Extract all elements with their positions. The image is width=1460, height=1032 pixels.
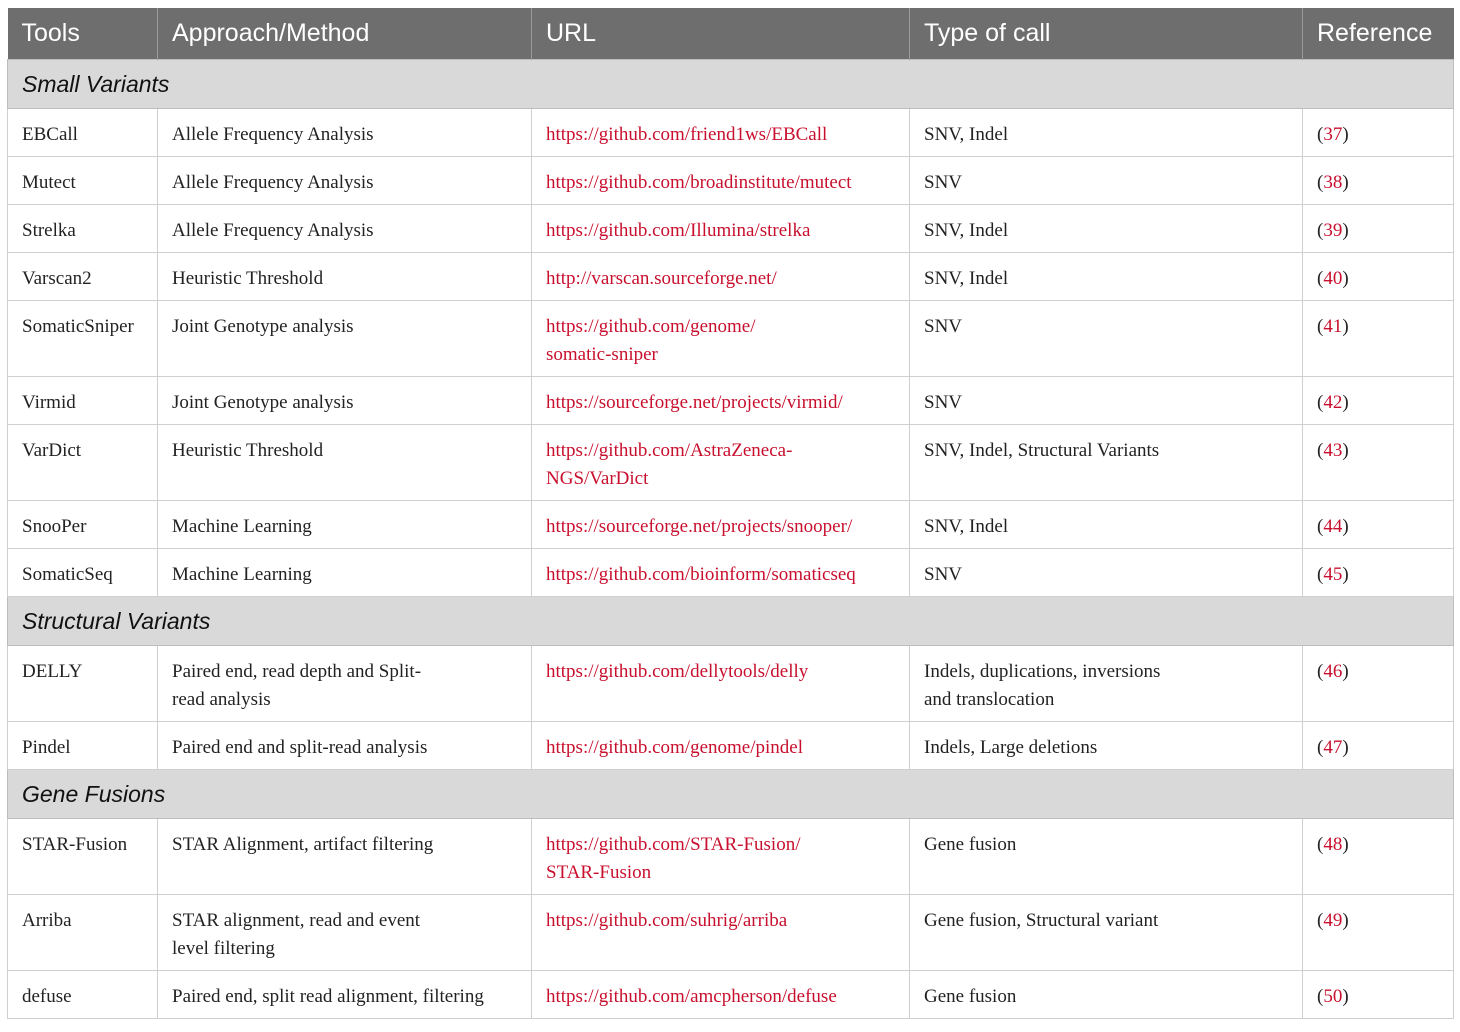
header-row	[8, 8, 1454, 59]
method-cell: Allele Frequency Analysis	[158, 156, 532, 204]
tool-name: Pindel	[8, 721, 158, 769]
paren-close: )	[1342, 833, 1349, 855]
paren-open: (	[1317, 439, 1324, 461]
tool-name: defuse	[8, 970, 158, 1018]
reference-link[interactable]: 38	[1323, 171, 1343, 193]
paren-open: (	[1317, 171, 1324, 193]
section-row	[8, 59, 1454, 108]
paren-open: (	[1317, 736, 1324, 758]
table-row	[8, 300, 1454, 376]
tool-name: SnooPer	[8, 500, 158, 548]
reference-link[interactable]: 39	[1323, 219, 1343, 241]
paren-close: )	[1342, 439, 1349, 461]
header-tools: Tools	[8, 8, 158, 59]
tool-name: SomaticSniper	[8, 300, 158, 376]
reference-cell	[1303, 156, 1454, 204]
call-type-cell: SNV, Indel	[910, 500, 1303, 548]
reference-link[interactable]: 40	[1323, 267, 1343, 289]
header-method: Approach/Method	[158, 8, 532, 59]
url-cell	[532, 645, 910, 721]
url-cell	[532, 970, 910, 1018]
url-link[interactable]: https://github.com/STAR-Fusion/ STAR-Fusion	[546, 833, 801, 883]
url-cell	[532, 500, 910, 548]
reference-link[interactable]: 49	[1323, 909, 1343, 931]
table-row	[8, 818, 1454, 894]
call-type-cell: Gene fusion	[910, 818, 1303, 894]
paren-open: (	[1317, 515, 1324, 537]
method-cell: Allele Frequency Analysis	[158, 204, 532, 252]
url-cell	[532, 300, 910, 376]
paren-close: )	[1342, 563, 1349, 585]
url-cell	[532, 204, 910, 252]
paren-close: )	[1342, 171, 1349, 193]
url-link[interactable]: https://github.com/bioinform/somaticseq	[546, 563, 856, 585]
header-reference: Reference	[1317, 18, 1433, 47]
paren-close: )	[1342, 267, 1349, 289]
url-link[interactable]: https://github.com/broadinstitute/mutect	[546, 171, 852, 193]
tool-name: VarDict	[8, 424, 158, 500]
header-type: Type of call	[910, 8, 1303, 59]
url-cell	[532, 376, 910, 424]
table-row	[8, 645, 1454, 721]
paren-close: )	[1342, 660, 1349, 682]
method-cell: Heuristic Threshold	[158, 252, 532, 300]
reference-cell	[1303, 252, 1454, 300]
reference-cell	[1303, 424, 1454, 500]
table-row	[8, 252, 1454, 300]
call-type-cell: Gene fusion	[910, 970, 1303, 1018]
tool-name: Varscan2	[8, 252, 158, 300]
url-link[interactable]: https://github.com/dellytools/delly	[546, 660, 809, 682]
url-cell	[532, 818, 910, 894]
tool-name: Mutect	[8, 156, 158, 204]
section-row	[8, 596, 1454, 645]
paren-open: (	[1317, 660, 1324, 682]
tool-name: SomaticSeq	[8, 548, 158, 596]
reference-cell	[1303, 894, 1454, 970]
url-cell	[532, 252, 910, 300]
paren-close: )	[1342, 315, 1349, 337]
reference-cell	[1303, 376, 1454, 424]
paren-close: )	[1342, 736, 1349, 758]
reference-cell	[1303, 108, 1454, 156]
call-type-cell: SNV, Indel	[910, 252, 1303, 300]
reference-link[interactable]: 43	[1323, 439, 1343, 461]
method-cell: STAR Alignment, artifact filtering	[158, 818, 532, 894]
tool-name: STAR-Fusion	[8, 818, 158, 894]
method-cell: Heuristic Threshold	[158, 424, 532, 500]
table-row	[8, 548, 1454, 596]
call-type-cell: SNV	[910, 156, 1303, 204]
url-cell	[532, 156, 910, 204]
paren-open: (	[1317, 985, 1324, 1007]
section-title: Gene Fusions	[8, 769, 1454, 818]
reference-cell	[1303, 548, 1454, 596]
table-row	[8, 376, 1454, 424]
tool-name: Arriba	[8, 894, 158, 970]
method-cell: Machine Learning	[158, 500, 532, 548]
tool-name: DELLY	[8, 645, 158, 721]
url-link[interactable]: https://github.com/Illumina/strelka	[546, 219, 811, 241]
method-cell: Machine Learning	[158, 548, 532, 596]
url-link[interactable]: https://sourceforge.net/projects/snooper/	[546, 515, 853, 537]
table-row	[8, 894, 1454, 970]
method-cell: Paired end, split read alignment, filtering	[158, 970, 532, 1018]
url-cell	[532, 721, 910, 769]
paren-close: )	[1342, 219, 1349, 241]
paren-open: (	[1317, 219, 1324, 241]
paren-close: )	[1342, 391, 1349, 413]
url-link[interactable]: https://github.com/suhrig/arriba	[546, 909, 788, 931]
tool-name: Strelka	[8, 204, 158, 252]
section-title: Structural Variants	[8, 596, 1454, 645]
paren-close: )	[1342, 985, 1349, 1007]
call-type-cell: SNV	[910, 548, 1303, 596]
call-type-cell: SNV, Indel, Structural Variants	[910, 424, 1303, 500]
table-row	[8, 721, 1454, 769]
reference-cell	[1303, 204, 1454, 252]
table-row	[8, 424, 1454, 500]
paren-close: )	[1342, 909, 1349, 931]
tool-name: EBCall	[8, 108, 158, 156]
paren-close: )	[1342, 515, 1349, 537]
url-cell	[532, 108, 910, 156]
url-cell	[532, 548, 910, 596]
call-type-cell: Indels, Large deletions	[910, 721, 1303, 769]
reference-link[interactable]: 50	[1323, 985, 1343, 1007]
paren-open: (	[1317, 391, 1324, 413]
reference-cell	[1303, 645, 1454, 721]
call-type-cell: Gene fusion, Structural variant	[910, 894, 1303, 970]
tools-table	[7, 8, 1454, 1019]
paren-open: (	[1317, 909, 1324, 931]
table-row	[8, 970, 1454, 1018]
method-cell: Paired end and split-read analysis	[158, 721, 532, 769]
call-type-cell: SNV	[910, 376, 1303, 424]
paren-open: (	[1317, 833, 1324, 855]
reference-link[interactable]: 44	[1323, 515, 1343, 537]
header-url: URL	[532, 8, 910, 59]
method-cell: Joint Genotype analysis	[158, 376, 532, 424]
url-link[interactable]: https://github.com/friend1ws/EBCall	[546, 123, 828, 145]
paren-open: (	[1317, 563, 1324, 585]
reference-cell	[1303, 300, 1454, 376]
url-cell	[532, 894, 910, 970]
reference-cell	[1303, 500, 1454, 548]
table-row	[8, 108, 1454, 156]
call-type-cell: SNV, Indel	[910, 204, 1303, 252]
paren-close: )	[1342, 123, 1349, 145]
method-cell: Paired end, read depth and Split- read analysis	[158, 645, 532, 721]
table-row	[8, 500, 1454, 548]
reference-cell	[1303, 818, 1454, 894]
tool-name: Virmid	[8, 376, 158, 424]
reference-link[interactable]: 37	[1323, 123, 1343, 145]
paren-open: (	[1317, 267, 1324, 289]
method-cell: STAR alignment, read and event level filtering	[158, 894, 532, 970]
table-row	[8, 156, 1454, 204]
reference-link[interactable]: 41	[1323, 315, 1343, 337]
reference-cell	[1303, 721, 1454, 769]
url-link[interactable]: https://github.com/genome/ somatic-sniper	[546, 315, 756, 365]
reference-cell	[1303, 970, 1454, 1018]
call-type-cell: SNV, Indel	[910, 108, 1303, 156]
reference-link[interactable]: 47	[1323, 736, 1343, 758]
method-cell: Joint Genotype analysis	[158, 300, 532, 376]
paren-open: (	[1317, 315, 1324, 337]
section-row	[8, 769, 1454, 818]
reference-link[interactable]: 45	[1323, 563, 1343, 585]
url-link[interactable]: https://github.com/AstraZeneca- NGS/VarDict	[546, 439, 793, 489]
url-link[interactable]: https://github.com/genome/pindel	[546, 736, 804, 758]
reference-link[interactable]: 48	[1323, 833, 1343, 855]
call-type-cell: Indels, duplications, inversions and translocation	[910, 645, 1303, 721]
url-link[interactable]: https://sourceforge.net/projects/virmid/	[546, 391, 843, 413]
url-cell	[532, 424, 910, 500]
method-cell: Allele Frequency Analysis	[158, 108, 532, 156]
paren-open: (	[1317, 123, 1324, 145]
reference-link[interactable]: 46	[1323, 660, 1343, 682]
section-title: Small Variants	[8, 59, 1454, 108]
call-type-cell: SNV	[910, 300, 1303, 376]
table-row	[8, 204, 1454, 252]
reference-link[interactable]: 42	[1323, 391, 1343, 413]
url-link[interactable]: https://github.com/amcpherson/defuse	[546, 985, 837, 1007]
url-link[interactable]: http://varscan.sourceforge.net/	[546, 267, 777, 289]
